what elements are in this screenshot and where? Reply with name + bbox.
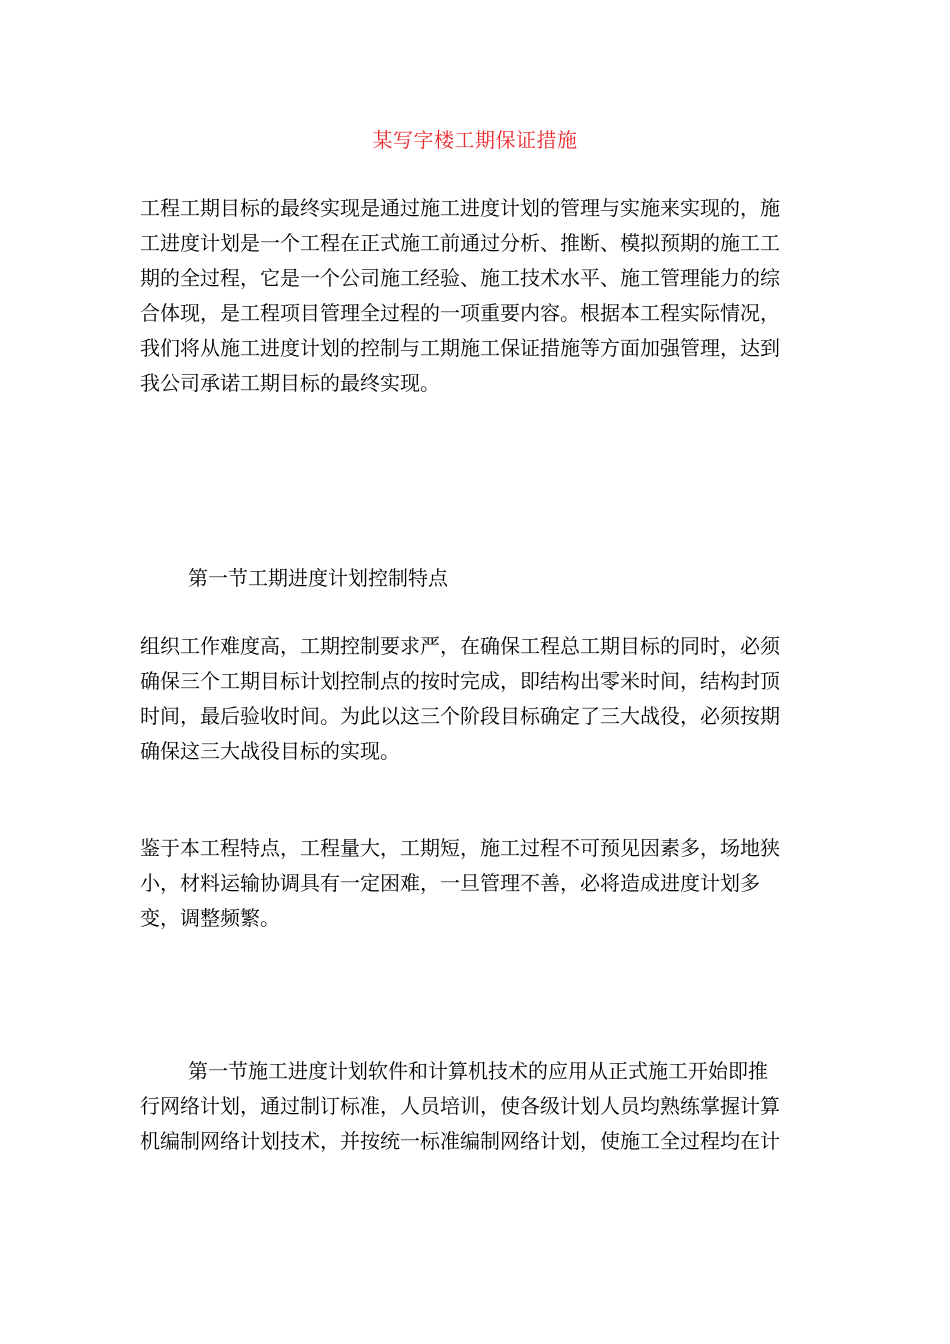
paragraph-line: 合体现，是工程项目管理全过程的一项重要内容。根据本工程实际情况， [140, 301, 780, 325]
paragraph-line: 变，调整频繁。 [140, 906, 280, 930]
paragraph-line: 鉴于本工程特点，工程量大，工期短，施工过程不可预见因素多，场地狭 [140, 836, 780, 860]
paragraph-line: 我们将从施工进度计划的控制与工期施工保证措施等方面加强管理，达到 [140, 336, 780, 360]
paragraph-line: 确保这三大战役目标的实现。 [140, 739, 400, 763]
paragraph-line: 行网络计划，通过制订标准，人员培训，使各级计划人员均熟练掌握计算 [140, 1094, 780, 1118]
project-characteristics-paragraph [140, 831, 825, 936]
software-application-paragraph [140, 1054, 825, 1159]
paragraph-line: 工进度计划是一个工程在正式施工前通过分析、推断、模拟预期的施工工 [140, 231, 780, 255]
paragraph-line: 期的全过程，它是一个公司施工经验、施工技术水平、施工管理能力的综 [140, 266, 780, 290]
paragraph-line: 小，材料运输协调具有一定困难，一旦管理不善，必将造成进度计划多 [140, 871, 760, 895]
paragraph-line: 第一节施工进度计划软件和计算机技术的应用从正式施工开始即推 [188, 1059, 768, 1083]
paragraph-line: 我公司承诺工期目标的最终实现。 [140, 371, 440, 395]
paragraph-line: 组织工作难度高，工期控制要求严，在确保工程总工期目标的同时，必须 [140, 634, 780, 658]
paragraph-line: 确保三个工期目标计划控制点的按时完成，即结构出零米时间，结构封顶 [140, 669, 780, 693]
schedule-control-paragraph [140, 629, 825, 769]
document-title: 某写字楼工期保证措施 [372, 128, 578, 152]
section-heading-text: 第一节工期进度计划控制特点 [188, 566, 448, 590]
intro-paragraph [140, 191, 825, 401]
paragraph-line: 工程工期目标的最终实现是通过施工进度计划的管理与实施来实现的，施 [140, 196, 780, 220]
paragraph-line: 时间，最后验收时间。为此以这三个阶段目标确定了三大战役，必须按期 [140, 704, 780, 728]
paragraph-line: 机编制网络计划技术，并按统一标准编制网络计划，使施工全过程均在计 [140, 1129, 780, 1153]
section-heading [140, 561, 825, 596]
